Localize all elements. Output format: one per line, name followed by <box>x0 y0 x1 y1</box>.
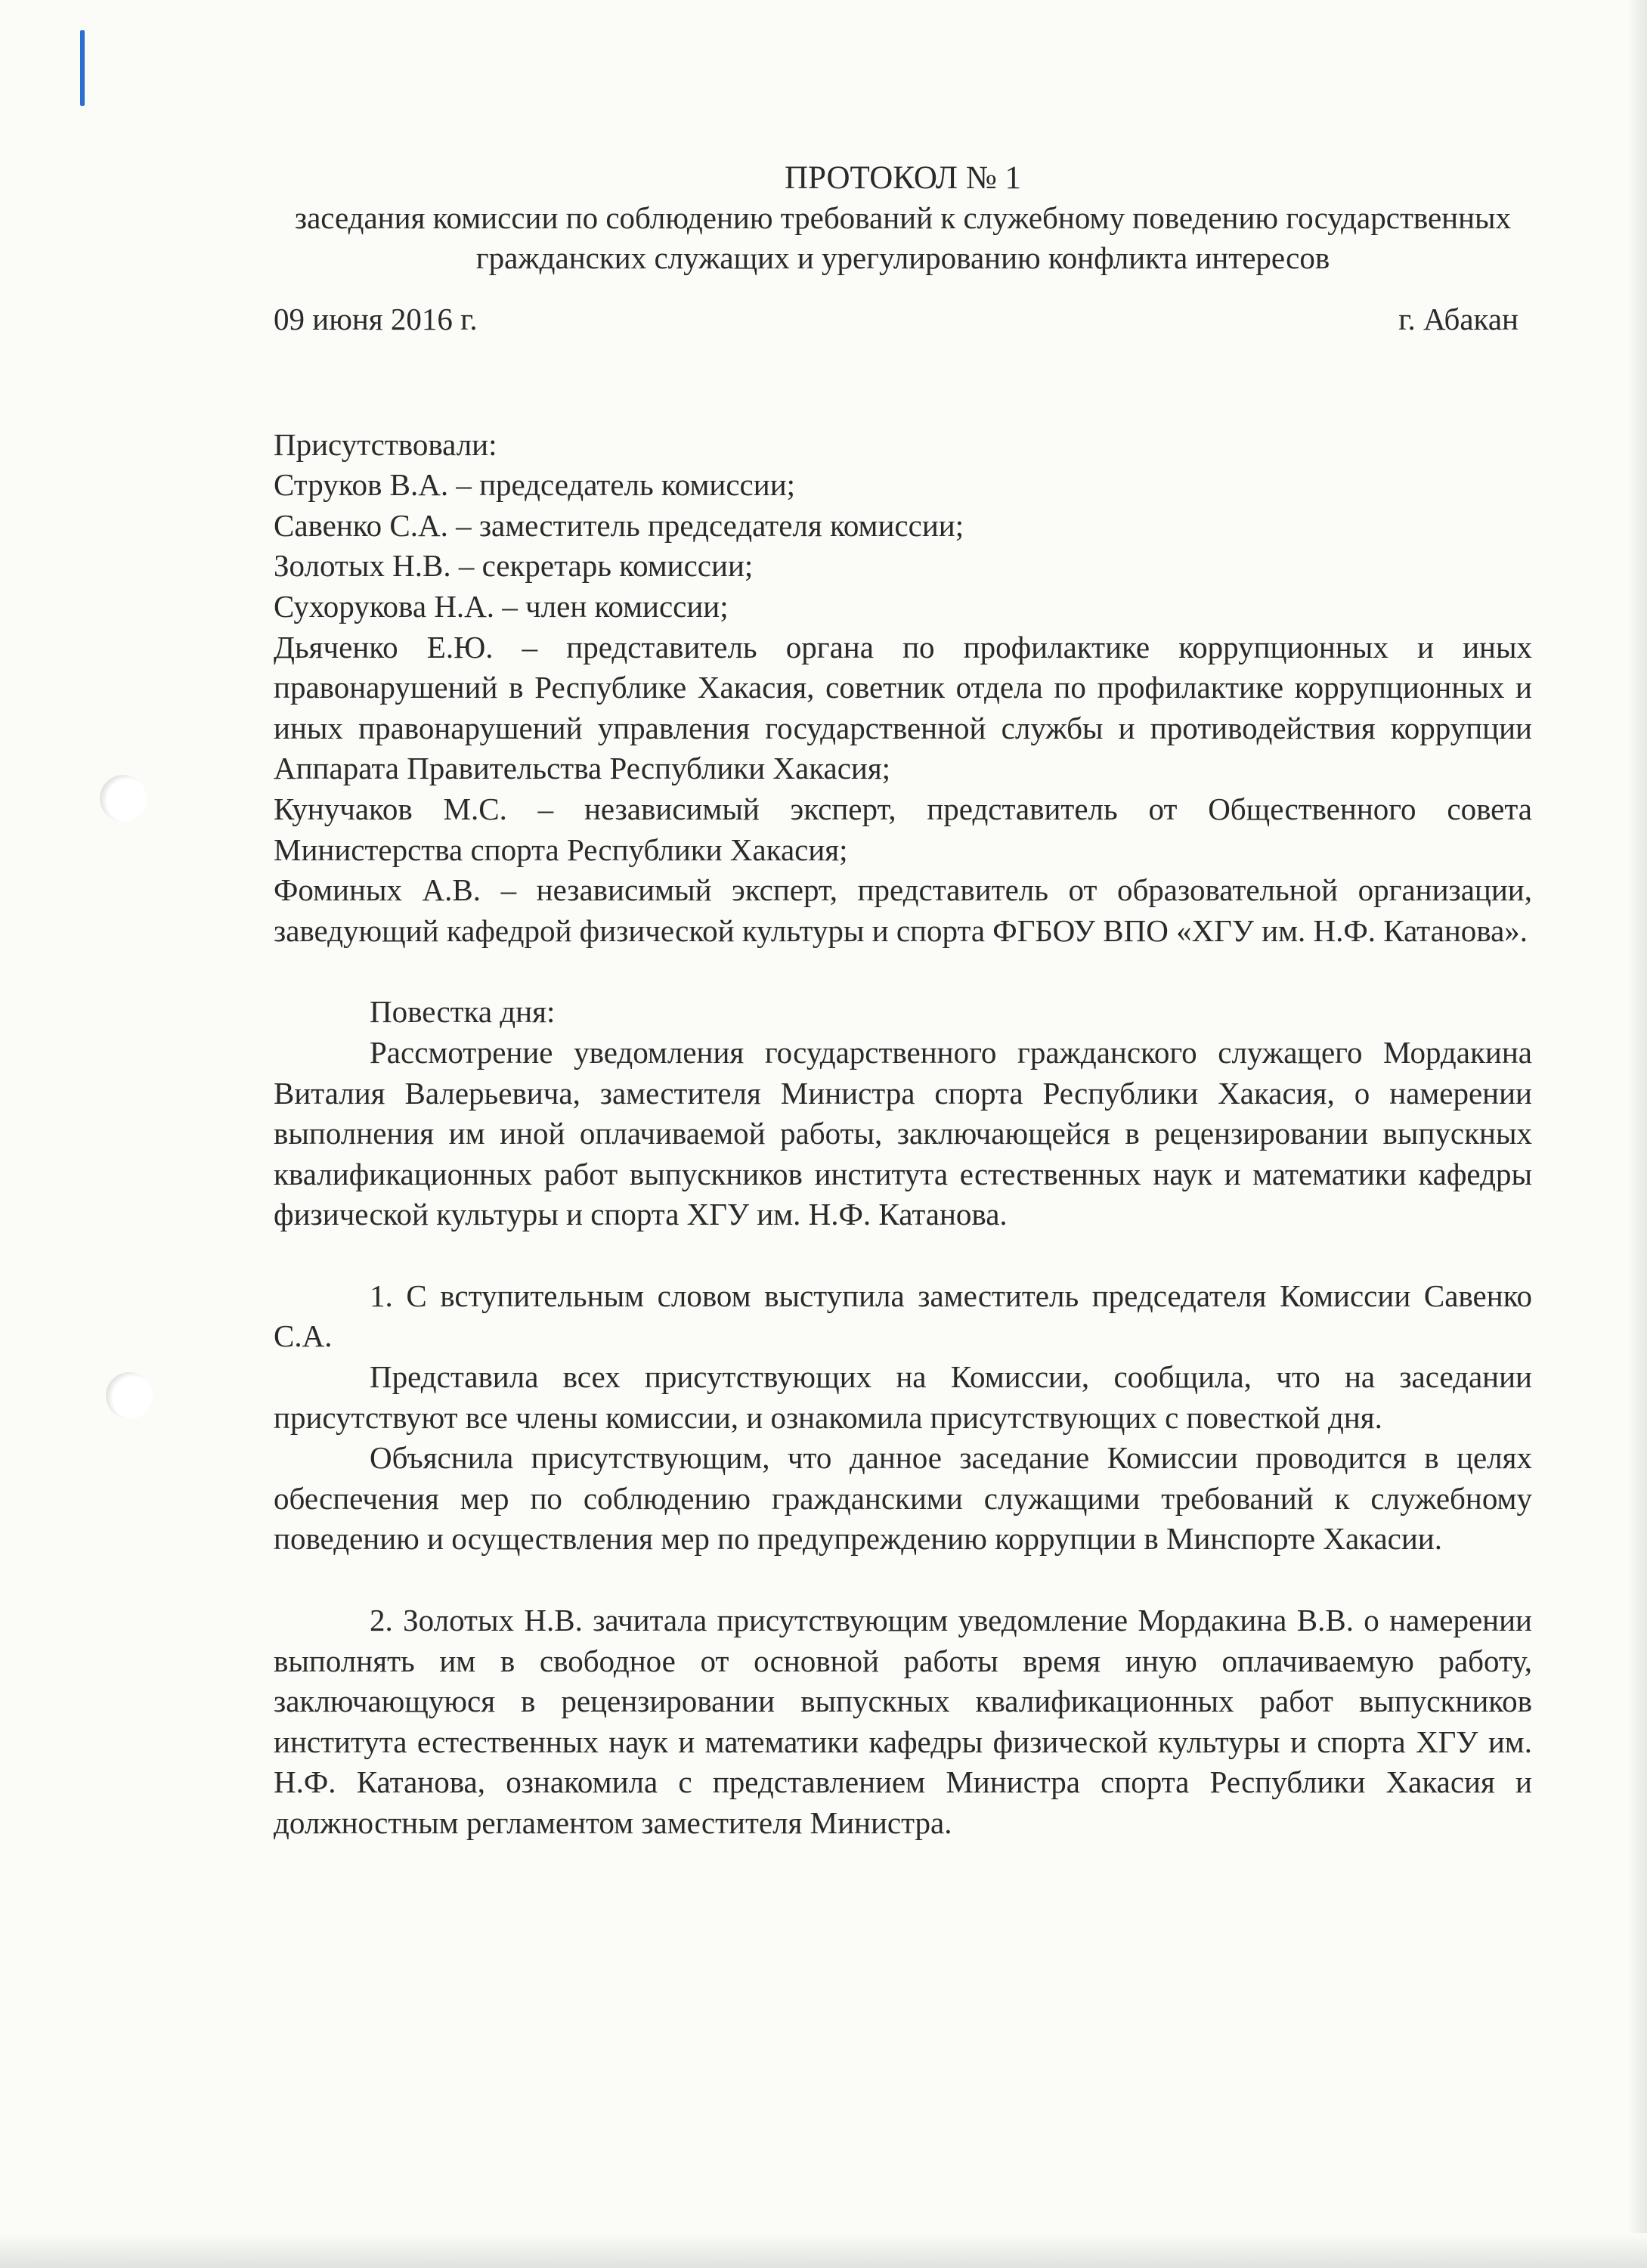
attendee-item: Савенко С.А. – заместитель председателя комиссии; <box>274 507 964 543</box>
meeting-city: г. Абакан <box>1398 302 1519 336</box>
page-bottom-shadow <box>0 2233 1647 2268</box>
attendee-item: Дьяченко Е.Ю. – представитель органа по профилактике коррупционных и иных правонарушений в Республике Хакасия, советник отдела по профилактике коррупционных и иных правонарушений управления государственной службы и противодействия коррупции Аппарата Правительства Республики Хакасия; <box>274 629 1532 786</box>
page-edge-shadow <box>1627 0 1647 2268</box>
document-subtitle: заседания комиссии по соблюдению требований к служебному поведению государственных гражданских служащих и урегулированию конфликта интересов <box>294 200 1512 275</box>
attendee-item: Золотых Н.В. – секретарь комиссии; <box>274 548 754 584</box>
meeting-date: 09 июня 2016 г. <box>274 302 478 336</box>
date-city-row <box>274 299 1532 340</box>
attendee-item: Кунучаков М.С. – независимый эксперт, представитель от Общественного совета Министерства спорта Республики Хакасия; <box>274 791 1532 867</box>
margin-pen-mark <box>80 30 85 106</box>
document-body <box>274 159 1532 1844</box>
document-header <box>274 159 1532 278</box>
attendees-block <box>274 425 1532 952</box>
punch-hole <box>100 775 147 822</box>
attendee-item: Сухорукова Н.А. – член комиссии; <box>274 588 729 624</box>
attendee-item: Струков В.А. – председатель комиссии; <box>274 467 796 503</box>
document-title: ПРОТОКОЛ № 1 <box>784 160 1021 196</box>
agenda-text: Рассмотрение уведомления государственного гражданского служащего Мордакина Виталия Валерьевича, заместителя Министра спорта Республики Хакасия, о намерении выполнения им иной оплачиваемой работы, заключающейся в рецензировании выпускных квалификационных работ выпускников института естественных наук и математики кафедры физической культуры и спорта ХГУ им. Н.Ф. Катанова. <box>274 1034 1532 1232</box>
agenda-block <box>274 992 1532 1235</box>
agenda-heading: Повестка дня: <box>370 994 556 1030</box>
section-2 <box>274 1600 1532 1844</box>
attendees-heading: Присутствовали: <box>274 426 497 462</box>
section-paragraph: Представила всех присутствующих на Комиссии, сообщила, что на заседании присутствуют все члены комиссии, и ознакомила присутствующих с повесткой дня. <box>274 1359 1532 1435</box>
section-paragraph: 1. С вступительным словом выступила заместитель председателя Комиссии Савенко С.А. <box>274 1278 1532 1354</box>
punch-hole <box>106 1372 153 1419</box>
attendee-item: Фоминых А.В. – независимый эксперт, представитель от образовательной организации, заведующий кафедрой физической культуры и спорта ФГБОУ ВПО «ХГУ им. Н.Ф. Катанова». <box>274 872 1532 948</box>
section-1 <box>274 1276 1532 1560</box>
section-paragraph: Объяснила присутствующим, что данное заседание Комиссии проводится в целях обеспечения мер по соблюдению гражданскими служащими требований к служебному поведению и осуществления мер по предупреждению коррупции в Минспорте Хакасии. <box>274 1440 1532 1557</box>
section-paragraph: 2. Золотых Н.В. зачитала присутствующим уведомление Мордакина В.В. о намерении выполнять им в свободное от основной работы время иную оплачиваемую работу, заключающуюся в рецензировании выпускных квалификационных работ выпускников института естественных наук и математики кафедры физической культуры и спорта ХГУ им. Н.Ф. Катанова, ознакомила с представлением Министра спорта Республики Хакасия и должностным регламентом заместителя Министра. <box>274 1603 1532 1840</box>
